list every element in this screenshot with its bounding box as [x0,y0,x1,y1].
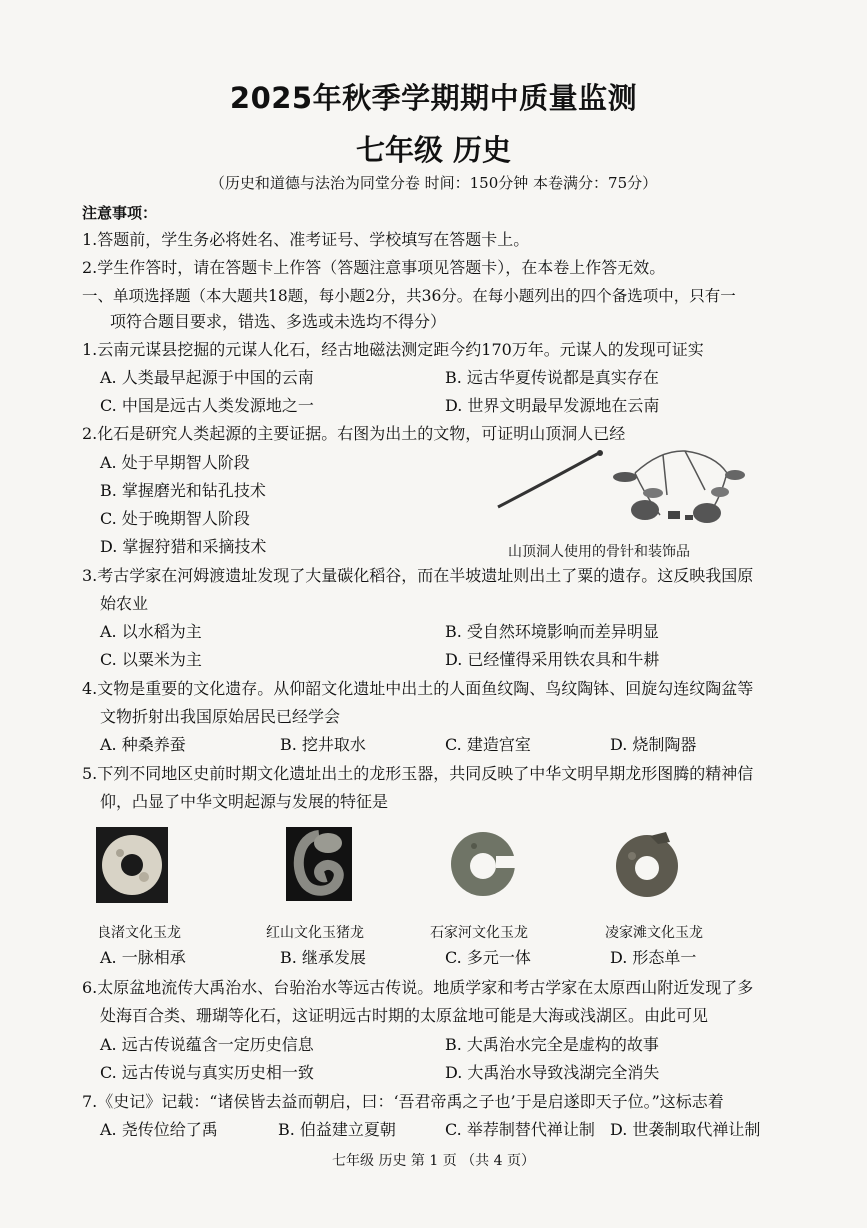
notice-heading: 注意事项： [82,204,158,222]
q1-option-b: B. 远古华夏传说都是真实存在 [445,368,659,387]
q3-stem-line1: 3.考古学家在河姆渡遗址发现了大量碳化稻谷，而在半坡遗址则出土了粟的遗存。这反映我国原 [82,566,754,585]
exam-subject: 七年级 历史 [355,133,512,167]
q5-stem-line1: 5.下列不同地区史前时期文化遗址出土的龙形玉器，共同反映了中华文明早期龙形图腾的精神信 [82,764,754,783]
q5-option-c: C. 多元一体 [445,948,531,967]
bone-needle-ornaments-image [495,445,750,535]
q2-option-c: C. 处于晚期智人阶段 [100,509,250,528]
q1-option-d: D. 世界文明最早发源地在云南 [445,396,660,415]
hongshan-jade-pig-dragon-image [286,827,352,901]
section-instructions-line1: 一、单项选择题（本大题共18题，每小题2分，共36分。在每小题列出的四个备选项中，只有一 [82,287,736,305]
exam-title: 2025年秋季学期期中质量监测 [229,81,638,115]
q2-option-d: D. 掌握狩猎和采摘技术 [100,537,267,556]
q2-stem: 2.化石是研究人类起源的主要证据。右图为出土的文物，可证明山顶洞人已经 [82,424,626,443]
q3-option-c: C. 以粟米为主 [100,650,202,669]
q4-stem-line1: 4.文物是重要的文化遗存。从仰韶文化遗址中出土的人面鱼纹陶、鸟纹陶钵、回旋勾连纹陶盆等 [82,679,754,698]
q5-caption-lingjiatan: 凌家滩文化玉龙 [605,925,703,941]
q5-option-a: A. 一脉相承 [100,948,186,967]
q6-option-c: C. 远古传说与真实历史相一致 [100,1063,314,1082]
q3-option-b: B. 受自然环境影响而差异明显 [445,622,659,641]
q7-option-d: D. 世袭制取代禅让制 [610,1120,761,1139]
q7-option-c: C. 举荐制替代禅让制 [445,1120,595,1139]
q3-option-d: D. 已经懂得采用铁农具和牛耕 [445,650,660,669]
q2-image-caption: 山顶洞人使用的骨针和装饰品 [508,544,690,560]
shell-ornament [613,472,637,482]
q4-option-b: B. 挖井取水 [280,735,366,754]
q6-stem-line1: 6.太原盆地流传大禹治水、台骀治水等远古传说。地质学家和考古学家在太原西山附近发现了多 [82,978,754,997]
q6-option-b: B. 大禹治水完全是虚构的故事 [445,1035,659,1054]
q5-caption-liangzhu: 良渚文化玉龙 [97,925,181,941]
exam-note: （历史和道德与法治为同堂分卷 时间：150分钟 本卷满分：75分） [209,174,658,192]
q4-option-a: A. 种桑养蚕 [100,735,186,754]
q6-option-a: A. 远古传说蕴含一定历史信息 [100,1035,314,1054]
q4-stem-line2: 文物折射出我国原始居民已经学会 [100,707,341,726]
notice-item-2: 2.学生作答时，请在答题卡上作答（答题注意事项见答题卡），在本卷上作答无效。 [82,258,666,277]
stone-bead [631,500,659,520]
q3-option-a: A. 以水稻为主 [100,622,202,641]
bone-needle [498,453,599,507]
page-footer: 七年级 历史 第 1 页 （共 4 页） [332,1153,535,1169]
q4-option-d: D. 烧制陶器 [610,735,697,754]
q5-caption-hongshan: 红山文化玉猪龙 [266,925,364,941]
q7-stem: 7.《史记》记载：“诸侯皆去益而朝启，曰：‘吾君帝禹之子也’于是启遂即天子位。”这标志着 [82,1092,724,1111]
q7-option-a: A. 尧传位给了禹 [100,1120,218,1139]
q7-option-b: B. 伯益建立夏朝 [278,1120,396,1139]
shijiahe-jade-dragon-image [446,826,520,902]
q6-stem-line2: 处海百合类、珊瑚等化石，这证明远古时期的太原盆地可能是大海或浅湖区。由此可见 [100,1006,709,1025]
q2-option-b: B. 掌握磨光和钻孔技术 [100,481,266,500]
notice-item-1: 1.答题前，学生务必将姓名、准考证号、学校填写在答题卡上。 [82,230,530,249]
q3-stem-line2: 始农业 [100,594,149,613]
q5-option-d: D. 形态单一 [610,948,697,967]
q5-caption-shijiahe: 石家河文化玉龙 [430,925,528,941]
q1-option-a: A. 人类最早起源于中国的云南 [100,368,314,387]
q4-option-c: C. 建造宫室 [445,735,531,754]
q2-option-a: A. 处于早期智人阶段 [100,453,250,472]
q1-option-c: C. 中国是远古人类发源地之一 [100,396,314,415]
section-instructions-line2: 项符合题目要求，错选、多选或未选均不得分） [110,312,447,331]
q6-option-d: D. 大禹治水导致浅湖完全消失 [445,1063,660,1082]
q1-stem: 1.云南元谋县挖掘的元谋人化石，经古地磁法测定距今约170万年。元谋人的发现可证实 [82,340,704,359]
q5-stem-line2: 仰，凸显了中华文明起源与发展的特征是 [100,792,389,811]
lingjiatan-jade-dragon-image [610,826,684,902]
q5-option-b: B. 继承发展 [280,948,366,967]
liangzhu-jade-dragon-image [96,827,168,903]
